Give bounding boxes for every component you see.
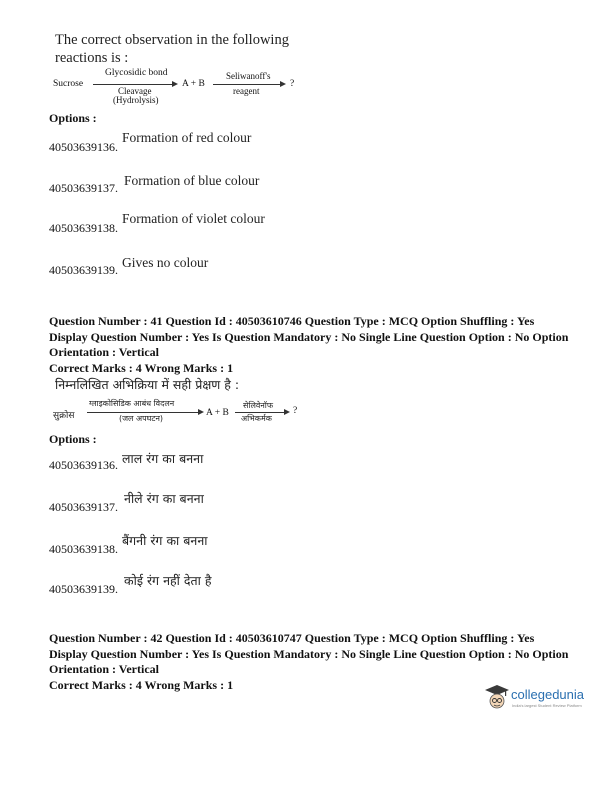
q40-products: A + B bbox=[182, 79, 205, 89]
logo-name: collegedunia bbox=[511, 687, 585, 702]
q40-options-label: Options : bbox=[49, 111, 97, 125]
option-id: 40503639137. bbox=[49, 181, 118, 195]
option-text: नीले रंग का बनना bbox=[124, 491, 204, 506]
option-text: Gives no colour bbox=[122, 255, 209, 270]
option-text: Formation of violet colour bbox=[122, 211, 265, 226]
q40-arrow2 bbox=[213, 84, 281, 85]
option-id: 40503639138. bbox=[49, 221, 118, 235]
q41-result: ? bbox=[293, 406, 298, 416]
option-text: बैंगनी रंग का बनना bbox=[122, 533, 208, 548]
q40-stem-line1: The correct observation in the following bbox=[55, 32, 289, 48]
q42-meta-line3: Orientation : Vertical bbox=[49, 662, 159, 676]
logo-tagline: India's largest Student Review Platform bbox=[512, 703, 582, 708]
q41-arrow2-bottom: अभिकर्मक bbox=[241, 414, 272, 423]
q40-arrow1-bottom1: Cleavage bbox=[118, 86, 152, 96]
option-id: 40503639139. bbox=[49, 263, 118, 277]
graduate-mascot-icon bbox=[484, 684, 510, 712]
q40-reaction-scheme bbox=[53, 66, 353, 106]
option-id: 40503639139. bbox=[49, 582, 118, 596]
q41-meta-line3: Orientation : Vertical bbox=[49, 345, 159, 359]
q40-result: ? bbox=[290, 79, 295, 89]
option-id: 40503639136. bbox=[49, 140, 118, 154]
option-id: 40503639136. bbox=[49, 458, 118, 472]
q41-products: A + B bbox=[206, 408, 229, 418]
q40-arrow1-top: Glycosidic bond bbox=[105, 68, 168, 78]
q41-meta-line4: Correct Marks : 4 Wrong Marks : 1 bbox=[49, 360, 234, 375]
q40-arrow2-top: Seliwanoff's bbox=[226, 71, 271, 81]
q40-reactant: Sucrose bbox=[53, 79, 84, 89]
option-text: Formation of blue colour bbox=[124, 173, 260, 188]
collegedunia-logo bbox=[484, 684, 604, 714]
option-text: कोई रंग नहीं देता है bbox=[124, 573, 212, 588]
option-id: 40503639137. bbox=[49, 500, 118, 514]
q41-arrow1-head bbox=[198, 409, 204, 415]
q40-arrow1 bbox=[93, 84, 173, 85]
option-id: 40503639138. bbox=[49, 542, 118, 556]
q40-stem-line2: reactions is : bbox=[55, 50, 129, 66]
q41-meta-line2: Display Question Number : Yes Is Question Mandatory : No Single Line Question Option : No Option bbox=[49, 329, 569, 344]
q41-arrow1-top: ग्लाइकोसिडिक आबंध विदलन bbox=[89, 399, 175, 408]
q42-meta-line2: Display Question Number : Yes Is Question Mandatory : No Single Line Question Option : No Option bbox=[49, 646, 569, 661]
q40-arrow1-head bbox=[172, 81, 178, 87]
q42-meta-line4: Correct Marks : 4 Wrong Marks : 1 bbox=[49, 677, 234, 692]
q40-arrow2-head bbox=[280, 81, 286, 87]
q41-meta-line1: Question Number : 41 Question Id : 40503610746 Question Type : MCQ Option Shuffling : Yes bbox=[49, 314, 535, 328]
q41-stem: निम्नलिखित अभिक्रिया में सही प्रेक्षण है : bbox=[55, 377, 240, 392]
q41-options-label: Options : bbox=[49, 432, 97, 446]
option-text: लाल रंग का बनना bbox=[122, 451, 204, 466]
q40-arrow1-bottom2: (Hydrolysis) bbox=[113, 95, 159, 105]
q40-arrow2-bottom: reagent bbox=[233, 86, 260, 96]
q41-reaction-scheme bbox=[53, 398, 353, 430]
q41-arrow2-head bbox=[284, 409, 290, 415]
q41-reactant: सुक्रोस bbox=[53, 411, 75, 421]
q41-arrow1-bottom: (जल अपघटन) bbox=[119, 414, 164, 423]
q41-arrow2-top: सेलिवेनॉफ bbox=[243, 401, 274, 410]
q42-meta-line1: Question Number : 42 Question Id : 40503610747 Question Type : MCQ Option Shuffling : Yes bbox=[49, 631, 535, 645]
q41-metadata bbox=[49, 314, 609, 376]
option-text: Formation of red colour bbox=[122, 130, 252, 145]
